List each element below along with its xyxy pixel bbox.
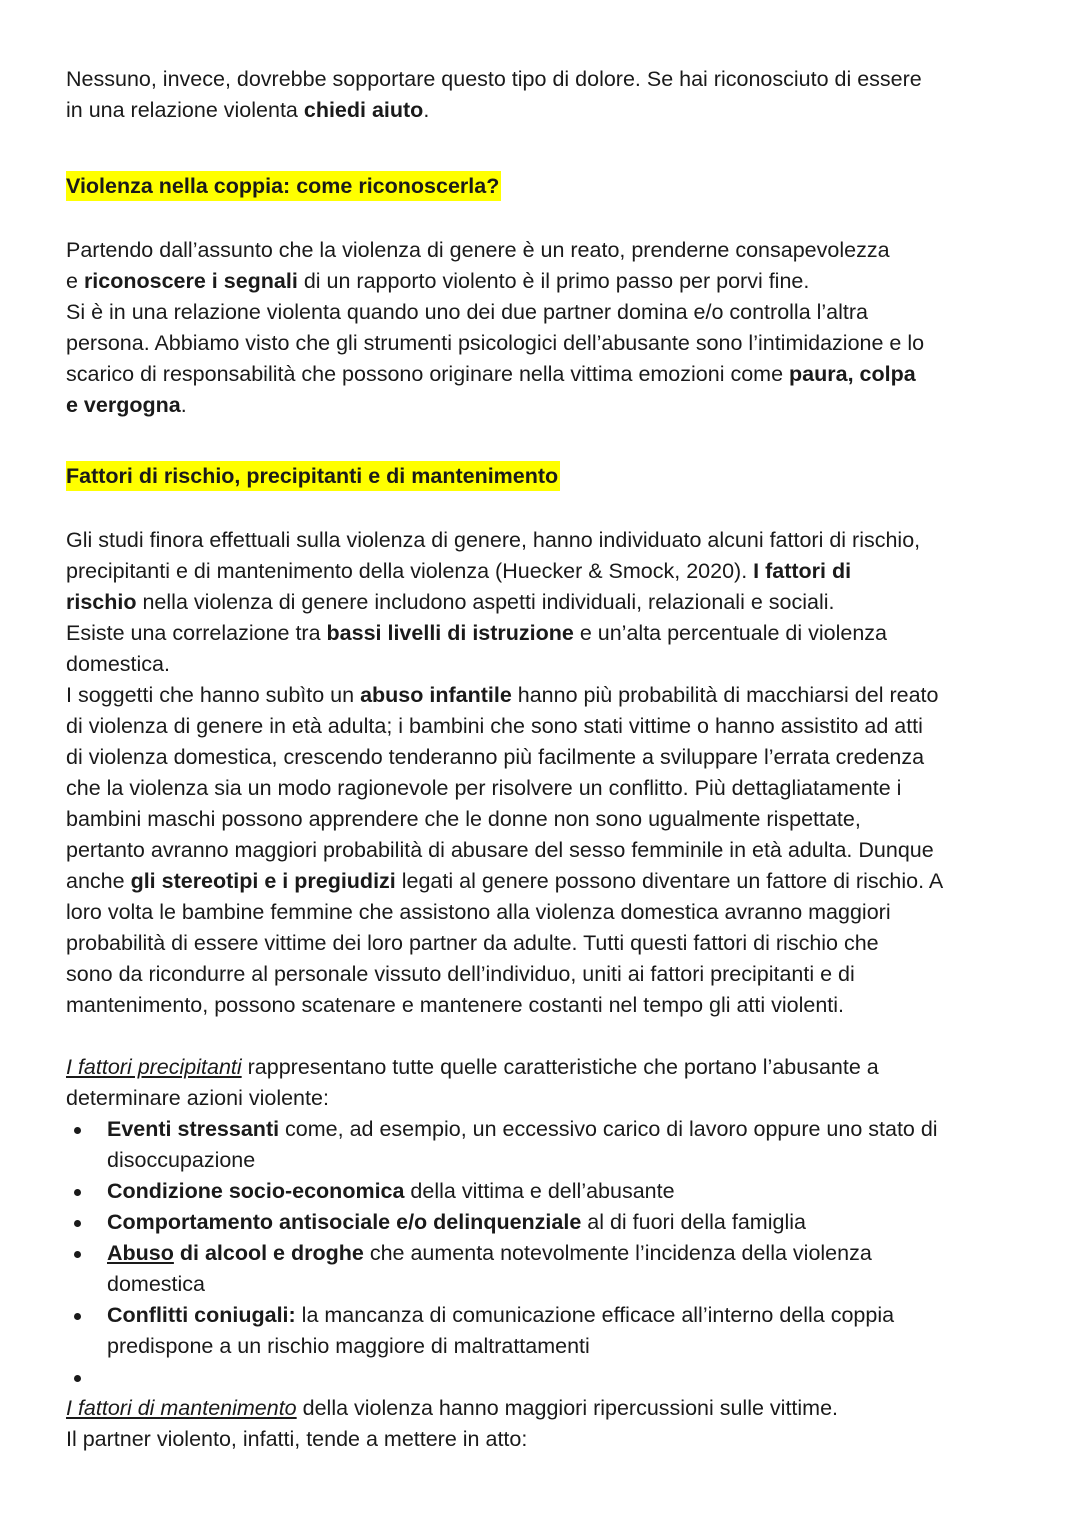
section2-paragraph-maintenance: [66, 1393, 1016, 1455]
empty-list-item: [66, 1362, 1016, 1393]
text-line: [66, 95, 1016, 126]
text-run: e: [66, 269, 84, 293]
document-page: [66, 64, 1016, 1455]
text-run: di un rapporto violento è il primo passo per porvi fine.: [297, 269, 810, 293]
text-line: Nessuno, invece, dovrebbe sopportare questo tipo di dolore. Se hai riconosciuto di essere: [66, 67, 922, 91]
text-run: precipitanti e di mantenimento della violenza (Huecker & Smock, 2020).: [66, 559, 754, 583]
text-line: sono da ricondurre al personale vissuto dell’individuo, uniti ai fattori precipitanti e di: [66, 962, 855, 986]
text-line: [107, 1207, 1016, 1238]
text-run: rappresentano tutte quelle caratteristiche che portano l’abusante a: [241, 1055, 879, 1079]
text-line: che la violenza sia un modo ragionevole per risolvere un conflitto. Più dettagliatamente i: [66, 776, 902, 800]
text-line: pertanto avranno maggiori probabilità di abusare del sesso femminile in età adulta. Dunque: [66, 838, 934, 862]
text-run: la mancanza di comunicazione efficace all’interno della coppia: [295, 1303, 895, 1327]
text-line: [66, 359, 1016, 390]
list-item: [66, 1300, 1016, 1362]
text-line: [66, 680, 1016, 711]
bold-run: e vergogna: [66, 393, 181, 417]
bold-run: di alcool e droghe: [173, 1241, 364, 1265]
intro-paragraph: [66, 64, 1016, 126]
text-run: scarico di responsabilità che possono originare nella vittima emozioni come: [66, 362, 790, 386]
precipitating-factors-list: [66, 1114, 1016, 1393]
bold-run: Comportamento antisociale e/o delinquenziale: [107, 1210, 582, 1234]
text-line: di violenza domestica, crescendo tenderanno più facilmente a sviluppare l’errata credenza: [66, 745, 925, 769]
bold-run: Conflitti coniugali:: [107, 1303, 296, 1327]
text-line: predispone a un rischio maggiore di maltrattamenti: [107, 1334, 590, 1358]
section-heading: [66, 171, 1016, 202]
list-item: [66, 1207, 1016, 1238]
text-line: Gli studi finora effettuali sulla violenza di genere, hanno individuato alcuni fattori di rischio,: [66, 528, 921, 552]
text-line: loro volta le bambine femmine che assistono alla violenza domestica avranno maggiori: [66, 900, 891, 924]
text-line: Il partner violento, infatti, tende a mettere in atto:: [66, 1427, 528, 1451]
text-run: Esiste una correlazione tra: [66, 621, 327, 645]
bold-run: paura, colpa: [789, 362, 916, 386]
text-line: [66, 390, 1016, 421]
bold-run: bassi livelli di istruzione: [326, 621, 574, 645]
text-line: probabilità di essere vittime dei loro partner da adulte. Tutti questi fattori di rischio che: [66, 931, 879, 955]
text-line: domestica.: [66, 652, 170, 676]
list-item: [66, 1114, 1016, 1176]
text-line: Si è in una relazione violenta quando uno dei due partner domina e/o controlla l’altra: [66, 300, 869, 324]
text-run: hanno più probabilità di macchiarsi del reato: [511, 683, 939, 707]
bullet-dot: [74, 1127, 81, 1134]
underlined-italic-run: I fattori di mantenimento: [66, 1396, 297, 1420]
bold-run: Eventi stressanti: [107, 1117, 280, 1141]
text-run: .: [423, 98, 430, 122]
text-run: in una relazione violenta: [66, 98, 304, 122]
bold-run: Condizione socio-economica: [107, 1179, 405, 1203]
text-line: [66, 266, 1016, 297]
bold-run: rischio: [66, 590, 137, 614]
text-run: della vittima e dell’abusante: [404, 1179, 675, 1203]
bullet-dot: [74, 1251, 81, 1258]
section2-paragraph-precipitating: [66, 1052, 1016, 1114]
text-line: bambini maschi possono apprendere che le donne non sono ugualmente rispettate,: [66, 807, 861, 831]
bullet-dot: [74, 1189, 81, 1196]
text-line: determinare azioni violente:: [66, 1086, 329, 1110]
section1-paragraph: [66, 235, 1016, 421]
text-line: [66, 1393, 1016, 1424]
text-run: I soggetti che hanno subìto un: [66, 683, 361, 707]
text-line: [66, 866, 1016, 897]
heading-text: Violenza nella coppia: come riconoscerla?: [66, 171, 501, 201]
text-line: Partendo dall’assunto che la violenza di genere è un reato, prenderne consapevolezza: [66, 238, 890, 262]
bold-run: I fattori di: [753, 559, 852, 583]
text-line: mantenimento, possono scatenare e mantenere costanti nel tempo gli atti violenti.: [66, 993, 845, 1017]
text-line: [66, 587, 1016, 618]
bold-run: chiedi aiuto: [303, 98, 424, 122]
text-line: [107, 1176, 1016, 1207]
text-line: [107, 1238, 1016, 1269]
text-line: persona. Abbiamo visto che gli strumenti psicologici dell’abusante sono l’intimidazione e lo: [66, 331, 925, 355]
text-line: di violenza di genere in età adulta; i bambini che sono stati vittime o hanno assistito ad atti: [66, 714, 923, 738]
bullet-dot: [74, 1375, 81, 1382]
empty-line: [107, 1362, 1016, 1393]
heading-text: Fattori di rischio, precipitanti e di mantenimento: [66, 461, 560, 491]
text-line: disoccupazione: [107, 1148, 256, 1172]
bold-run: gli stereotipi e i pregiudizi: [130, 869, 396, 893]
list-item: [66, 1238, 1016, 1300]
section2-paragraph-risk: [66, 525, 1016, 1021]
text-run: della violenza hanno maggiori ripercussioni sulle vittime.: [296, 1396, 839, 1420]
text-run: e un’alta percentuale di violenza: [573, 621, 888, 645]
text-run: nella violenza di genere includono aspetti individuali, relazionali e sociali.: [136, 590, 835, 614]
text-line: [66, 618, 1016, 649]
text-run: legati al genere possono diventare un fattore di rischio. A: [395, 869, 944, 893]
bold-underlined-run: Abuso: [107, 1241, 174, 1265]
text-line: domestica: [107, 1272, 205, 1296]
list-item: [66, 1176, 1016, 1207]
text-run: che aumenta notevolmente l’incidenza della violenza: [363, 1241, 872, 1265]
bold-run: abuso infantile: [360, 683, 512, 707]
bold-run: riconoscere i segnali: [83, 269, 298, 293]
text-line: [107, 1114, 1016, 1145]
text-run: come, ad esempio, un eccessivo carico di lavoro oppure uno stato di: [279, 1117, 938, 1141]
text-line: [107, 1300, 1016, 1331]
text-line: [66, 556, 1016, 587]
bullet-dot: [74, 1220, 81, 1227]
text-run: .: [180, 393, 187, 417]
text-line: [66, 1052, 1016, 1083]
underlined-italic-run: I fattori precipitanti: [66, 1055, 242, 1079]
section-heading: [66, 461, 1016, 492]
text-run: anche: [66, 869, 131, 893]
text-run: al di fuori della famiglia: [581, 1210, 806, 1234]
bullet-dot: [74, 1313, 81, 1320]
